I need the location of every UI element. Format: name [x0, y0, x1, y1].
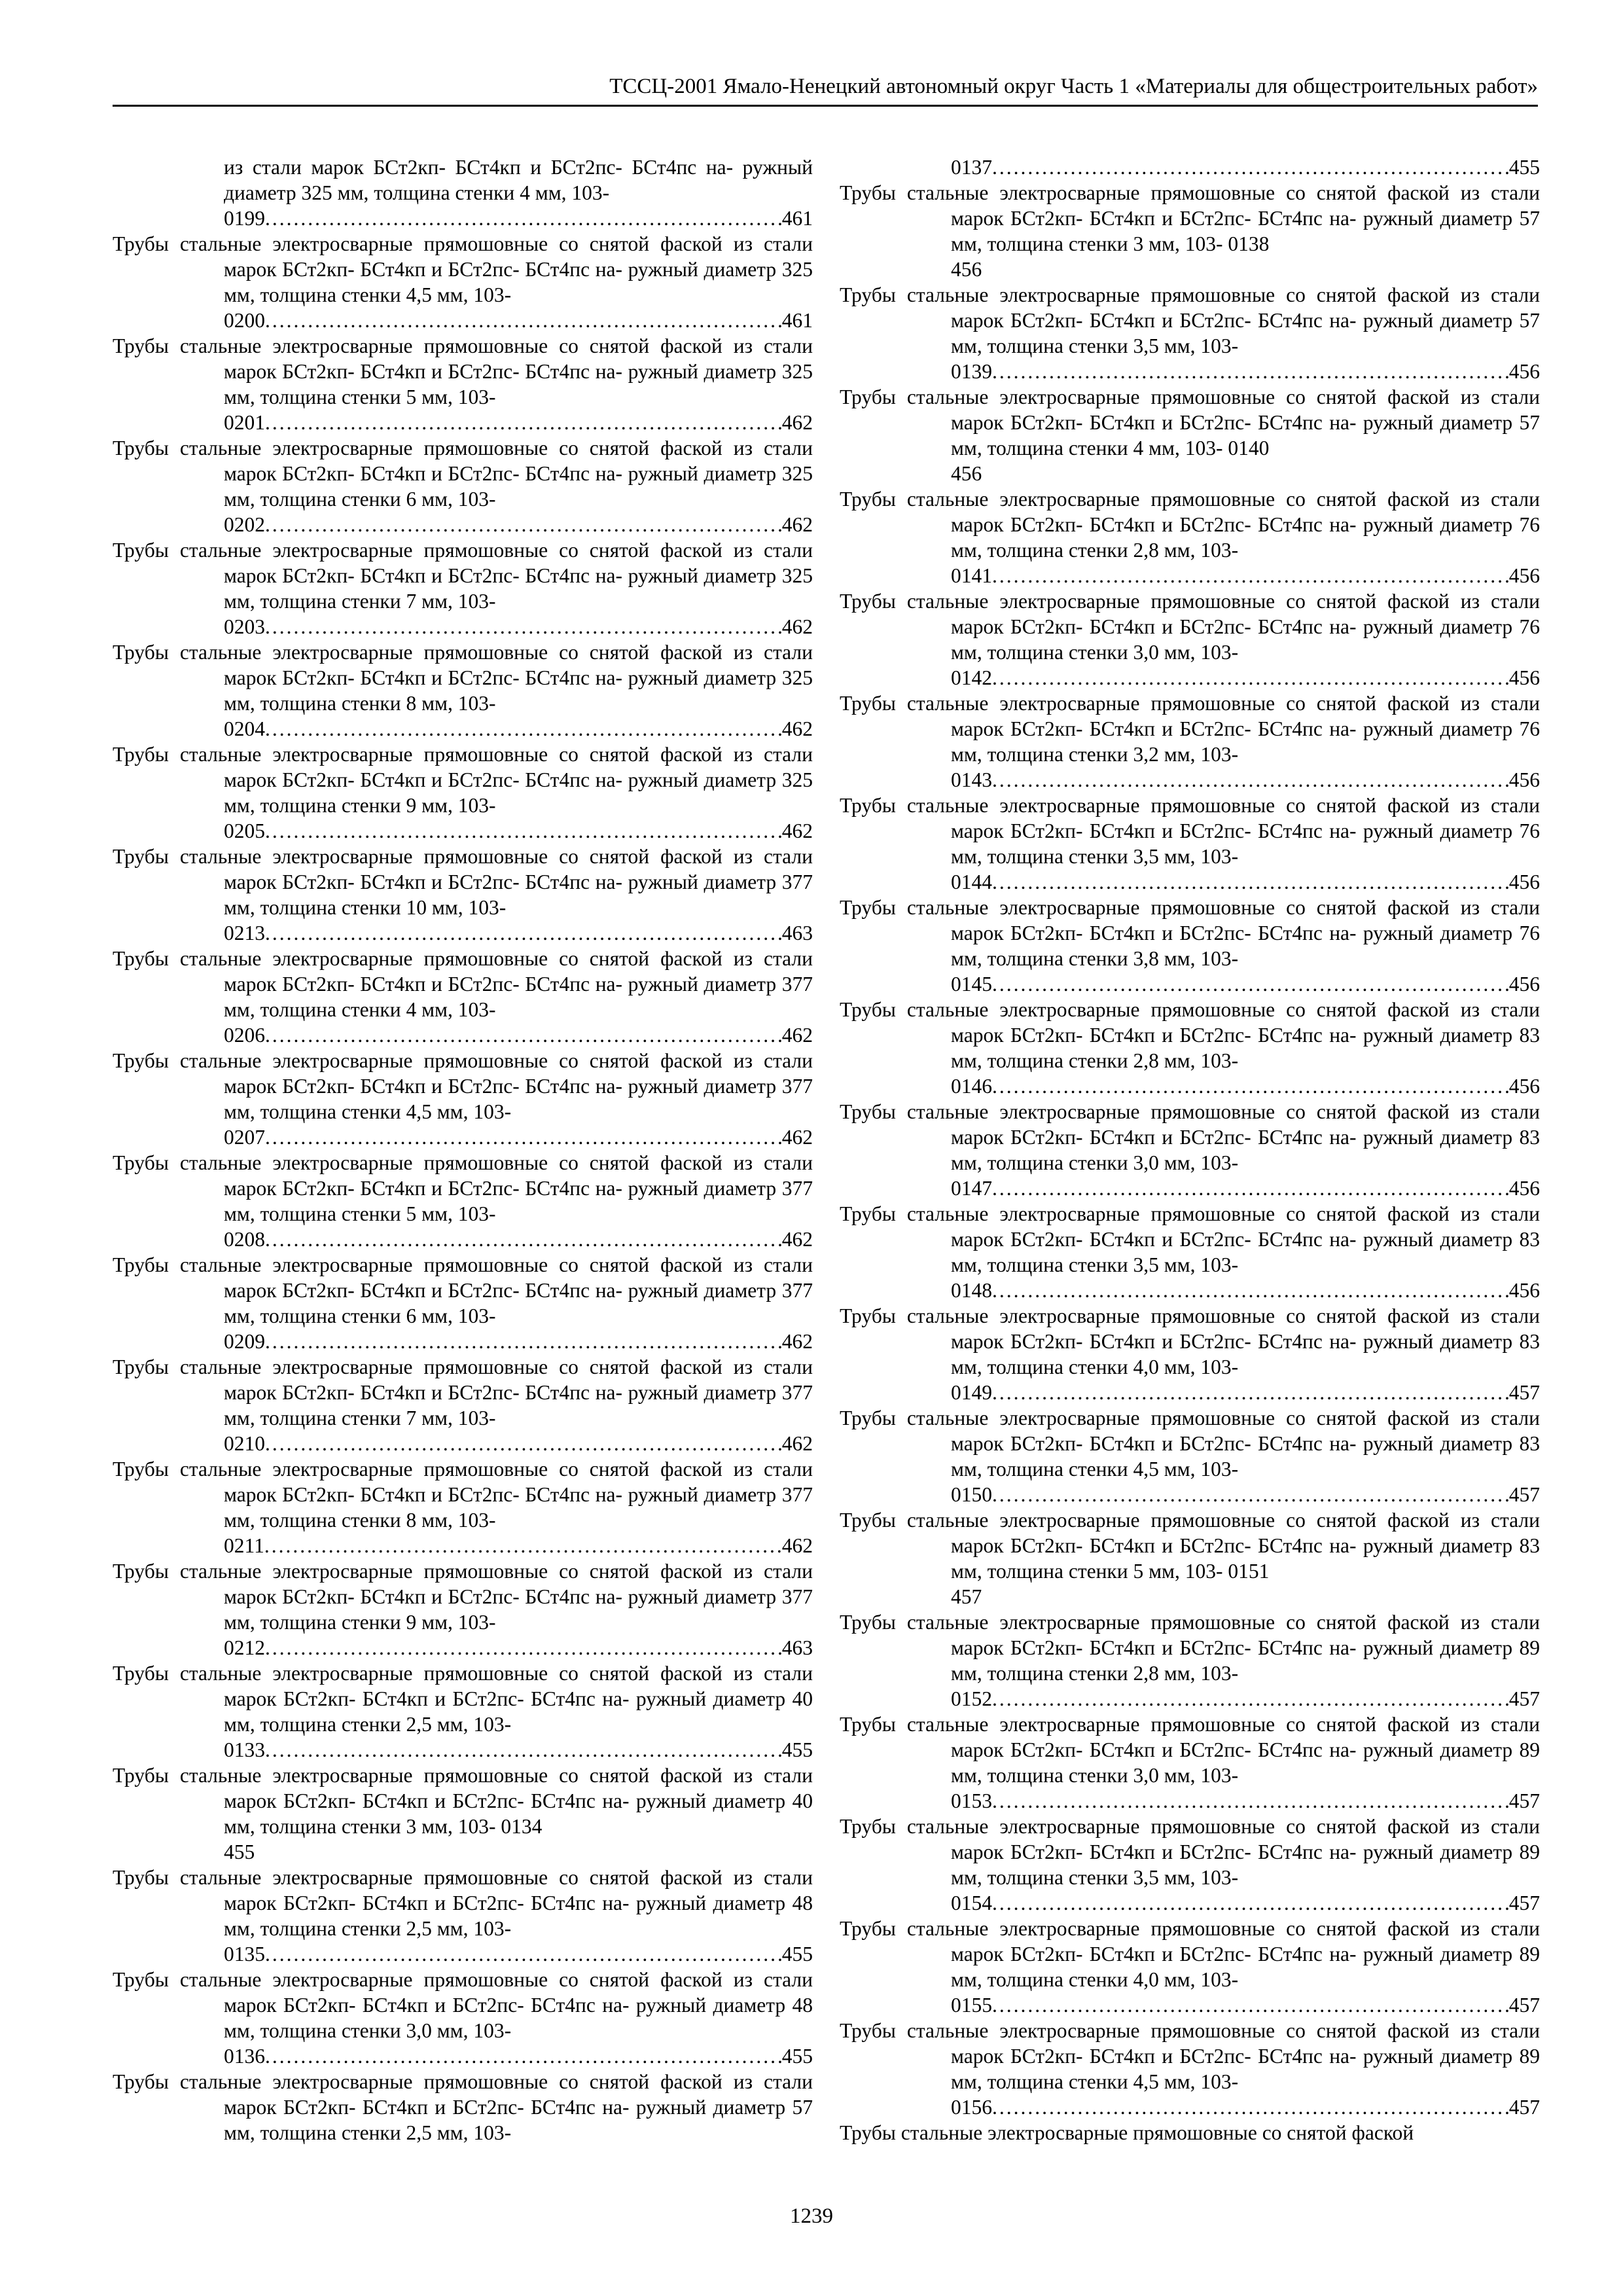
entry-text: Трубы стальные электросварные прямошовные со снятой фаской из стали марок БСт2кп- БСт4кп и БСт2пс- БСт4пс на- ружный диаметр 40 мм, толщина стенки 2,5 мм, 103- [113, 1662, 813, 1736]
entry-text: Трубы стальные электросварные прямошовные со снятой фаской из стали марок БСт2кп- БСт4кп и БСт2пс- БСт4пс на- ружный диаметр 83 мм, толщина стенки 5 мм, 103- 0151 [840, 1509, 1540, 1583]
item-code: 0154 [951, 1892, 992, 1914]
index-entry [840, 282, 1540, 359]
item-code: 0210 [224, 1432, 265, 1455]
code-line [113, 1737, 813, 1763]
leader-dots [265, 614, 782, 639]
entry-text: Трубы стальные электросварные прямошовные со снятой фаской из стали марок БСт2кп- БСт4кп и БСт2пс- БСт4пс на- ружный диаметр 325 мм, толщина стенки 8 мм, 103- [113, 641, 813, 715]
page-ref: 462 [781, 411, 813, 434]
entry-text: Трубы стальные электросварные прямошовные со снятой фаской из стали марок БСт2кп- БСт4кп и БСт2пс- БСт4пс на- ружный диаметр 83 мм, толщина стенки 4,0 мм, 103- [840, 1304, 1540, 1378]
page-ref: 457 [1508, 1483, 1540, 1506]
leader-dots [992, 1788, 1509, 1814]
entry-text: Трубы стальные электросварные прямошовные со снятой фаской из стали марок БСт2кп- БСт4кп и БСт2пс- БСт4пс на- ружный диаметр 57 мм, толщина стенки 4 мм, 103- 0140 [840, 386, 1540, 459]
item-code: 0201 [224, 411, 265, 434]
code-line [840, 2094, 1540, 2120]
entry-text: Трубы стальные электросварные прямошовные со снятой фаской из стали марок БСт2кп- БСт4кп и БСт2пс- БСт4пс на- ружный диаметр 48 мм, толщина стенки 2,5 мм, 103- [113, 1866, 813, 1940]
entry-text: Трубы стальные электросварные прямошовные со снятой фаской из стали марок БСт2кп- БСт4кп и БСт2пс- БСт4пс на- ружный диаметр 377 мм, толщина стенки 4,5 мм, 103- [113, 1049, 813, 1123]
index-entry [840, 1507, 1540, 1584]
code-line [113, 1022, 813, 1048]
code-line [840, 767, 1540, 793]
code-line [840, 1073, 1540, 1099]
code-line [840, 1175, 1540, 1201]
entry-text: Трубы стальные электросварные прямошовные со снятой фаской из стали марок БСт2кп- БСт4кп и БСт2пс- БСт4пс на- ружный диаметр 89 мм, толщина стенки 3,0 мм, 103- [840, 1713, 1540, 1787]
page-ref: 457 [951, 1585, 982, 1608]
code-line [113, 1635, 813, 1660]
code-line [113, 1533, 813, 1558]
page-ref: 457 [1508, 1687, 1540, 1710]
page-ref: 456 [1508, 1075, 1540, 1098]
entry-text: Трубы стальные электросварные прямошовные со снятой фаской из стали марок БСт2кп- БСт4кп и БСт2пс- БСт4пс на- ружный диаметр 83 мм, толщина стенки 3,0 мм, 103- [840, 1100, 1540, 1174]
item-code: 0144 [951, 870, 992, 893]
leader-dots [992, 971, 1509, 997]
index-entry [840, 588, 1540, 665]
entry-text: Трубы стальные электросварные прямошовные со снятой фаской из стали марок БСт2кп- БСт4кп и БСт2пс- БСт4пс на- ружный диаметр 57 мм, толщина стенки 3 мм, 103- 0138 [840, 181, 1540, 255]
code-line [840, 665, 1540, 691]
code-line [113, 206, 813, 231]
item-code: 0207 [224, 1126, 265, 1149]
item-code: 0137 [951, 156, 992, 179]
code-line [113, 410, 813, 435]
index-entry [113, 2069, 813, 2145]
code-line [840, 1482, 1540, 1507]
entry-text: Трубы стальные электросварные прямошовные со снятой фаской из стали марок БСт2кп- БСт4кп и БСт2пс- БСт4пс на- ружный диаметр 325 мм, толщина стенки 6 мм, 103- [113, 437, 813, 511]
entry-text: Трубы стальные электросварные прямошовные со снятой фаской из стали марок БСт2кп- БСт4кп и БСт2пс- БСт4пс на- ружный диаметр 57 мм, толщина стенки 3,5 мм, 103- [840, 283, 1540, 357]
page-ref: 455 [781, 1738, 813, 1761]
page-number: 1239 [790, 2204, 833, 2228]
leader-dots [265, 716, 782, 742]
page-ref: 456 [951, 258, 982, 281]
page-ref: 455 [1508, 156, 1540, 179]
leader-dots [265, 818, 782, 844]
entry-text: Трубы стальные электросварные прямошовные со снятой фаской из стали марок БСт2кп- БСт4кп и БСт2пс- БСт4пс на- ружный диаметр 377 мм, толщина стенки 10 мм, 103- [113, 845, 813, 919]
page-ref: 455 [224, 1840, 255, 1863]
entry-text: Трубы стальные электросварные прямошовные со снятой фаской из стали марок БСт2кп- БСт4кп и БСт2пс- БСт4пс на- ружный диаметр 76 мм, толщина стенки 3,8 мм, 103- [840, 896, 1540, 970]
item-code: 0135 [224, 1943, 265, 1965]
index-entry [113, 1967, 813, 2043]
code-line [113, 1124, 813, 1150]
item-code: 0146 [951, 1075, 992, 1098]
entry-text: Трубы стальные электросварные прямошовные со снятой фаской из стали марок БСт2кп- БСт4кп и БСт2пс- БСт4пс на- ружный диаметр 76 мм, толщина стенки 3,5 мм, 103- [840, 794, 1540, 868]
leader-dots [265, 512, 782, 537]
leader-dots [992, 1073, 1509, 1099]
index-entry [113, 154, 813, 206]
code-line [840, 1890, 1540, 1916]
index-entry [840, 1712, 1540, 1788]
index-entry [113, 1354, 813, 1431]
index-entry [113, 639, 813, 716]
item-code: 0152 [951, 1687, 992, 1710]
index-entry [113, 435, 813, 512]
page-ref: 457 [1508, 1994, 1540, 2017]
page-ref: 462 [781, 1534, 813, 1557]
index-column-left [113, 154, 813, 2145]
entry-text: Трубы стальные электросварные прямошовные со снятой фаской из стали марок БСт2кп- БСт4кп и БСт2пс- БСт4пс на- ружный диаметр 377 мм, толщина стенки 8 мм, 103- [113, 1458, 813, 1532]
item-code: 0204 [224, 717, 265, 740]
leader-dots [992, 2094, 1509, 2120]
page-ref: 456 [1508, 1177, 1540, 1200]
leader-dots [265, 1227, 782, 1252]
page-ref: 456 [1508, 973, 1540, 996]
leader-dots [265, 1737, 782, 1763]
leader-dots [265, 1329, 782, 1354]
leader-dots [265, 1022, 782, 1048]
index-entry [840, 1303, 1540, 1380]
code-line [113, 1431, 813, 1456]
item-code: 0202 [224, 513, 265, 536]
entry-text: Трубы стальные электросварные прямошовные со снятой фаской из стали марок БСт2кп- БСт4кп и БСт2пс- БСт4пс на- ружный диаметр 89 мм, толщина стенки 4,0 мм, 103- [840, 1917, 1540, 1991]
leader-dots [992, 1380, 1509, 1405]
code-line [840, 154, 1540, 180]
leader-dots [992, 869, 1509, 895]
entry-text: Трубы стальные электросварные прямошовные со снятой фаской из стали марок БСт2кп- БСт4кп и БСт2пс- БСт4пс на- ружный диаметр 325 мм, толщина стенки 7 мм, 103- [113, 539, 813, 613]
page-ref: 462 [781, 1126, 813, 1149]
entry-text: Трубы стальные электросварные прямошовные со снятой фаской из стали марок БСт2кп- БСт4кп и БСт2пс- БСт4пс на- ружный диаметр 83 мм, толщина стенки 3,5 мм, 103- [840, 1202, 1540, 1276]
page-ref: 457 [1508, 1789, 1540, 1812]
leader-dots [992, 665, 1509, 691]
page-ref: 462 [781, 1432, 813, 1455]
item-code: 0149 [951, 1381, 992, 1404]
item-code: 0208 [224, 1228, 265, 1251]
leader-dots [992, 1890, 1509, 1916]
leader-dots [992, 1175, 1509, 1201]
item-code: 0148 [951, 1279, 992, 1302]
index-entry [840, 997, 1540, 1073]
index-entry [113, 1660, 813, 1737]
page-ref: 457 [1508, 2096, 1540, 2119]
code-line [113, 308, 813, 333]
code-line [840, 359, 1540, 384]
index-entry [840, 1201, 1540, 1278]
entry-text: Трубы стальные электросварные прямошовные со снятой фаской из стали марок БСт2кп- БСт4кп и БСт2пс- БСт4пс на- ружный диаметр 377 мм, толщина стенки 5 мм, 103- [113, 1151, 813, 1225]
leader-dots [992, 767, 1509, 793]
index-entry [113, 1865, 813, 1941]
code-line [840, 971, 1540, 997]
index-entry [113, 1558, 813, 1635]
code-line [840, 563, 1540, 588]
index-entry [113, 333, 813, 410]
code-line [113, 512, 813, 537]
index-entry [113, 537, 813, 614]
leader-dots [992, 1686, 1509, 1712]
code-line [840, 1278, 1540, 1303]
item-code: 0212 [224, 1636, 265, 1659]
index-entry [113, 946, 813, 1022]
entry-text: Трубы стальные электросварные прямошовные со снятой фаской из стали марок БСт2кп- БСт4кп и БСт2пс- БСт4пс на- ружный диаметр 89 мм, толщина стенки 3,5 мм, 103- [840, 1815, 1540, 1889]
leader-dots [265, 2043, 782, 2069]
page-ref: 456 [1508, 768, 1540, 791]
code-line [113, 818, 813, 844]
code-line [840, 1686, 1540, 1712]
entry-text: Трубы стальные электросварные прямошовные со снятой фаской [840, 2121, 1414, 2144]
item-code: 0205 [224, 819, 265, 842]
page-ref: 462 [781, 615, 813, 638]
item-code: 0150 [951, 1483, 992, 1506]
leader-dots [992, 1278, 1509, 1303]
leader-dots [265, 206, 782, 231]
index-entry [840, 691, 1540, 767]
index-entry [113, 844, 813, 920]
code-line [113, 716, 813, 742]
page-ref: 462 [781, 1228, 813, 1251]
index-entry [840, 1609, 1540, 1686]
page-ref: 456 [1508, 870, 1540, 893]
entry-text: Трубы стальные электросварные прямошовные со снятой фаской из стали марок БСт2кп- БСт4кп и БСт2пс- БСт4пс на- ружный диаметр 76 мм, толщина стенки 3,0 мм, 103- [840, 590, 1540, 664]
index-entry [840, 180, 1540, 257]
page-ref: 457 [1508, 1381, 1540, 1404]
index-entry [840, 486, 1540, 563]
index-entry [840, 895, 1540, 971]
item-code: 0141 [951, 564, 992, 587]
leader-dots [992, 359, 1509, 384]
leader-dots [264, 1533, 782, 1558]
entry-text: Трубы стальные электросварные прямошовные со снятой фаской из стали марок БСт2кп- БСт4кп и БСт2пс- БСт4пс на- ружный диаметр 57 мм, толщина стенки 2,5 мм, 103- [113, 2070, 813, 2144]
page-ref: 461 [781, 207, 813, 230]
entry-text: Трубы стальные электросварные прямошовные со снятой фаской из стали марок БСт2кп- БСт4кп и БСт2пс- БСт4пс на- ружный диаметр 325 мм, толщина стенки 5 мм, 103- [113, 334, 813, 408]
item-code: 0155 [951, 1994, 992, 2017]
page-ref: 462 [781, 1330, 813, 1353]
index-entry [113, 742, 813, 818]
item-code: 0156 [951, 2096, 992, 2119]
code-line [113, 1227, 813, 1252]
item-code: 0142 [951, 666, 992, 689]
code-line [113, 1941, 813, 1967]
entry-text: Трубы стальные электросварные прямошовные со снятой фаской из стали марок БСт2кп- БСт4кп и БСт2пс- БСт4пс на- ружный диаметр 325 мм, толщина стенки 4,5 мм, 103- [113, 232, 813, 306]
code-line [840, 869, 1540, 895]
code-line [113, 614, 813, 639]
page-ref: 463 [781, 922, 813, 944]
item-code: 0145 [951, 973, 992, 996]
running-header: ТССЦ-2001 Ямало-Ненецкий автономный округ Часть 1 «Материалы для общестроительных работ» [113, 71, 1538, 107]
index-entry [840, 1405, 1540, 1482]
leader-dots [992, 154, 1509, 180]
index-entry [113, 1048, 813, 1124]
code-line [840, 1992, 1540, 2018]
entry-text: Трубы стальные электросварные прямошовные со снятой фаской из стали марок БСт2кп- БСт4кп и БСт2пс- БСт4пс на- ружный диаметр 377 мм, толщина стенки 6 мм, 103- [113, 1253, 813, 1327]
item-code: 0211 [224, 1534, 264, 1557]
item-code: 0153 [951, 1789, 992, 1812]
item-code: 0139 [951, 360, 992, 383]
page-ref: 462 [781, 1024, 813, 1047]
page-ref: 455 [781, 1943, 813, 1965]
page-ref: 456 [951, 462, 982, 485]
code-line [840, 1788, 1540, 1814]
code-line [113, 1329, 813, 1354]
leader-dots [992, 1482, 1509, 1507]
page-ref: 462 [781, 819, 813, 842]
item-code: 0136 [224, 2045, 265, 2068]
page-ref: 461 [781, 309, 813, 332]
leader-dots [265, 1431, 782, 1456]
index-entry [113, 231, 813, 308]
entry-text: Трубы стальные электросварные прямошовные со снятой фаской из стали марок БСт2кп- БСт4кп и БСт2пс- БСт4пс на- ружный диаметр 76 мм, толщина стенки 2,8 мм, 103- [840, 488, 1540, 562]
item-code: 0200 [224, 309, 265, 332]
page-ref: 463 [781, 1636, 813, 1659]
item-code: 0203 [224, 615, 265, 638]
leader-dots [992, 1992, 1509, 2018]
entry-text: Трубы стальные электросварные прямошовные со снятой фаской из стали марок БСт2кп- БСт4кп и БСт2пс- БСт4пс на- ружный диаметр 377 мм, толщина стенки 9 мм, 103- [113, 1560, 813, 1634]
entry-text: Трубы стальные электросварные прямошовные со снятой фаской из стали марок БСт2кп- БСт4кп и БСт2пс- БСт4пс на- ружный диаметр 377 мм, толщина стенки 4 мм, 103- [113, 947, 813, 1021]
leader-dots [265, 920, 782, 946]
entry-text: Трубы стальные электросварные прямошовные со снятой фаской из стали марок БСт2кп- БСт4кп и БСт2пс- БСт4пс на- ружный диаметр 48 мм, толщина стенки 3,0 мм, 103- [113, 1968, 813, 2042]
code-line [840, 1380, 1540, 1405]
entry-text: Трубы стальные электросварные прямошовные со снятой фаской из стали марок БСт2кп- БСт4кп и БСт2пс- БСт4пс на- ружный диаметр 377 мм, толщина стенки 7 мм, 103- [113, 1355, 813, 1429]
item-code: 0213 [224, 922, 265, 944]
item-code: 0143 [951, 768, 992, 791]
index-entry [840, 384, 1540, 461]
page-ref: 456 [1508, 564, 1540, 587]
entry-text: Трубы стальные электросварные прямошовные со снятой фаской из стали марок БСт2кп- БСт4кп и БСт2пс- БСт4пс на- ружный диаметр 83 мм, толщина стенки 2,8 мм, 103- [840, 998, 1540, 1072]
item-code: 0147 [951, 1177, 992, 1200]
code-line [113, 920, 813, 946]
leader-dots [265, 1941, 782, 1967]
page-ref: 462 [781, 717, 813, 740]
leader-dots [265, 1635, 782, 1660]
entry-text: Трубы стальные электросварные прямошовные со снятой фаской из стали марок БСт2кп- БСт4кп и БСт2пс- БСт4пс на- ружный диаметр 40 мм, толщина стенки 3 мм, 103- 0134 [113, 1764, 813, 1838]
entry-text: Трубы стальные электросварные прямошовные со снятой фаской из стали марок БСт2кп- БСт4кп и БСт2пс- БСт4пс на- ружный диаметр 76 мм, толщина стенки 3,2 мм, 103- [840, 692, 1540, 766]
item-code: 0133 [224, 1738, 265, 1761]
page-ref: 457 [1508, 1892, 1540, 1914]
page-ref: 456 [1508, 666, 1540, 689]
index-entry [113, 1763, 813, 1839]
item-code: 0206 [224, 1024, 265, 1047]
index-column-right [840, 154, 1540, 2145]
item-code: 0199 [224, 207, 265, 230]
item-code: 0209 [224, 1330, 265, 1353]
entry-text: из стали марок БСт2кп- БСт4кп и БСт2пс- БСт4пс на- ружный диаметр 325 мм, толщина стенки 4 мм, 103- [224, 156, 813, 204]
leader-dots [265, 410, 782, 435]
leader-dots [992, 563, 1509, 588]
code-line [113, 2043, 813, 2069]
index-entry [840, 2120, 1540, 2145]
page-ref: 455 [781, 2045, 813, 2068]
entry-text: Трубы стальные электросварные прямошовные со снятой фаской из стали марок БСт2кп- БСт4кп и БСт2пс- БСт4пс на- ружный диаметр 83 мм, толщина стенки 4,5 мм, 103- [840, 1407, 1540, 1480]
index-entry [840, 1814, 1540, 1890]
page-ref: 456 [1508, 1279, 1540, 1302]
index-entry [113, 1456, 813, 1533]
page-ref: 462 [781, 513, 813, 536]
index-entry [840, 2018, 1540, 2094]
leader-dots [265, 1124, 782, 1150]
entry-text: Трубы стальные электросварные прямошовные со снятой фаской из стали марок БСт2кп- БСт4кп и БСт2пс- БСт4пс на- ружный диаметр 89 мм, толщина стенки 2,8 мм, 103- [840, 1611, 1540, 1685]
page-ref: 456 [1508, 360, 1540, 383]
index-entry [840, 1916, 1540, 1992]
entry-text: Трубы стальные электросварные прямошовные со снятой фаской из стали марок БСт2кп- БСт4кп и БСт2пс- БСт4пс на- ружный диаметр 89 мм, толщина стенки 4,5 мм, 103- [840, 2019, 1540, 2093]
entry-text: Трубы стальные электросварные прямошовные со снятой фаской из стали марок БСт2кп- БСт4кп и БСт2пс- БСт4пс на- ружный диаметр 325 мм, толщина стенки 9 мм, 103- [113, 743, 813, 817]
leader-dots [265, 308, 782, 333]
index-entry [113, 1150, 813, 1227]
index-entry [113, 1252, 813, 1329]
index-entry [840, 793, 1540, 869]
index-entry [840, 1099, 1540, 1175]
